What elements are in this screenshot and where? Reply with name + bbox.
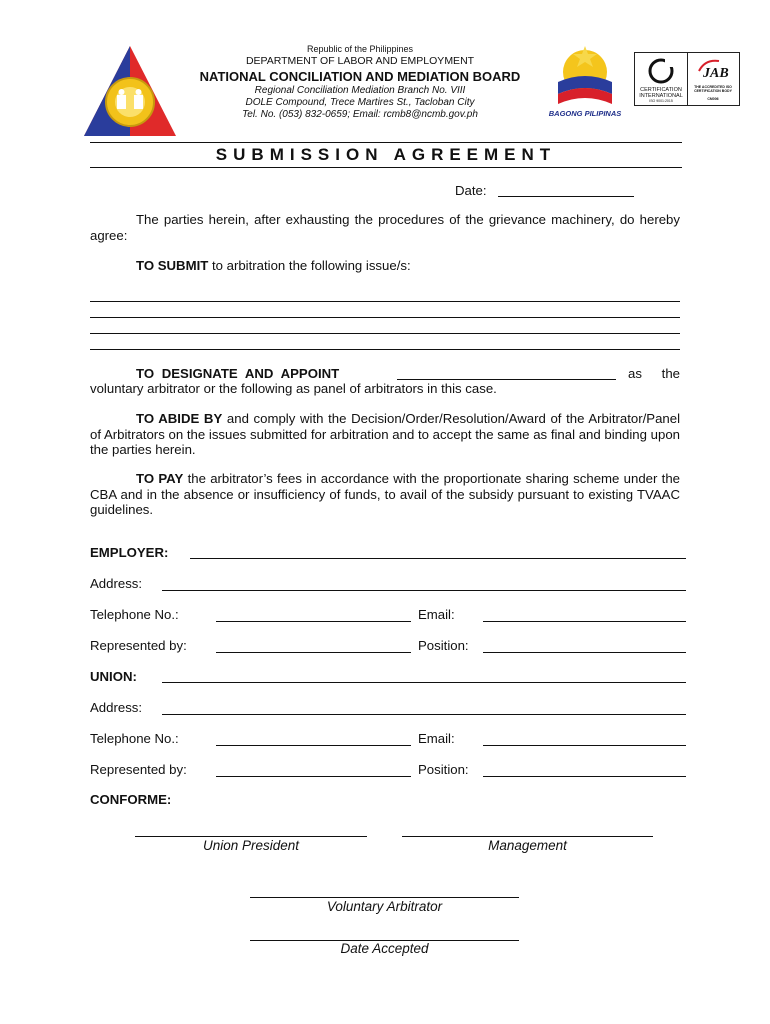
letterhead	[160, 44, 560, 121]
designate-as-the: as the	[628, 366, 680, 381]
union-position-label: Position:	[418, 762, 469, 777]
title-rule-top	[90, 142, 682, 143]
abide-paragraph	[90, 411, 680, 458]
union-name-field[interactable]	[162, 682, 686, 683]
date-accepted-caption: Date Accepted	[340, 941, 429, 956]
union-president-caption: Union President	[202, 838, 300, 853]
issue-line-4[interactable]	[90, 349, 680, 350]
jab-badge	[687, 53, 739, 105]
employer-position-label: Position:	[418, 638, 469, 653]
department-line: DEPARTMENT OF LABOR AND EMPLOYMENT	[245, 55, 475, 67]
union-label: UNION:	[90, 669, 137, 684]
union-position-field[interactable]	[483, 776, 686, 777]
cert-intl-text: CERTIFICATION INTERNATIONAL	[639, 87, 683, 99]
address-line: DOLE Compound, Trece Martires St., Tacloban City	[245, 97, 475, 108]
issue-line-1[interactable]	[90, 301, 680, 302]
pay-text: the arbitrator’s fees in accordance with the proportionate sharing scheme under the CBA and in the absence or insufficiency of funds, to avail of the subsidy pursuant to existing TVAAC guidelines.	[90, 471, 680, 517]
voluntary-arbitrator-caption: Voluntary Arbitrator	[326, 899, 443, 914]
designate-text: voluntary arbitrator or the following as panel of arbitrators in this case.	[90, 381, 497, 396]
intro-paragraph: The parties herein, after exhausting the procedures of the grievance machinery, do hereby agree:	[90, 212, 680, 243]
cert-intl-code: ISO 9001:2015	[649, 99, 673, 103]
union-represented-label: Represented by:	[90, 762, 187, 777]
pay-paragraph	[90, 471, 680, 518]
employer-email-label: Email:	[418, 607, 455, 622]
employer-label: EMPLOYER:	[90, 545, 169, 560]
certification-ring-icon	[647, 57, 675, 85]
contact-line: Tel. No. (053) 832-0659; Email: rcmb8@ncmb.gov.ph	[242, 109, 478, 120]
employer-telephone-label: Telephone No.:	[90, 607, 179, 622]
bagong-pilipinas-logo	[540, 42, 630, 120]
designate-bold: TO DESIGNATE AND APPOINT	[136, 366, 340, 381]
union-email-field[interactable]	[483, 745, 686, 746]
employer-telephone-field[interactable]	[216, 621, 411, 622]
branch-line: Regional Conciliation Mediation Branch No. VIII	[254, 85, 466, 96]
issue-line-2[interactable]	[90, 317, 680, 318]
date-field[interactable]	[498, 196, 634, 197]
management-caption: Management	[488, 838, 567, 853]
employer-email-field[interactable]	[483, 621, 686, 622]
date-label: Date:	[455, 183, 487, 198]
title-rule-bottom	[90, 167, 682, 168]
jab-text: JAB	[703, 66, 729, 81]
voluntary-arbitrator-signature-line[interactable]	[250, 897, 519, 898]
bagong-pilipinas-text: BAGONG PILIPINAS	[548, 109, 622, 118]
jab-mark-icon	[695, 57, 731, 81]
employer-name-field[interactable]	[190, 558, 686, 559]
jab-description: THE ACCREDITED ISO CERTIFICATION BODY	[694, 85, 732, 93]
conforme-label: CONFORME:	[90, 792, 172, 807]
union-telephone-field[interactable]	[216, 745, 411, 746]
arbitrator-name-field[interactable]	[397, 379, 616, 380]
republic-line: Republic of the Philippines	[306, 44, 414, 54]
employer-address-label: Address:	[90, 576, 143, 591]
submit-bold: TO SUBMIT	[136, 258, 209, 273]
submit-paragraph	[136, 258, 411, 274]
issue-line-3[interactable]	[90, 333, 680, 334]
employer-position-field[interactable]	[483, 652, 686, 653]
management-signature-line[interactable]	[402, 836, 653, 837]
union-email-label: Email:	[418, 731, 455, 746]
abide-text: and comply with the Decision/Order/Resolution/Award of the Arbitrator/Panel of Arbitrators on the issues submitted for arbitration and to accept the same as final and binding upon the parties herein.	[90, 411, 680, 457]
union-telephone-label: Telephone No.:	[90, 731, 179, 746]
union-president-signature-line[interactable]	[135, 836, 367, 837]
document-title: SUBMISSION AGREEMENT	[215, 145, 557, 164]
employer-address-field[interactable]	[162, 590, 686, 591]
pay-bold: TO PAY	[136, 471, 184, 486]
employer-represented-field[interactable]	[216, 652, 411, 653]
employer-represented-label: Represented by:	[90, 638, 187, 653]
certification-international-badge	[635, 53, 688, 105]
jab-code: CM006	[707, 97, 719, 101]
union-represented-field[interactable]	[216, 776, 411, 777]
agency-name: NATIONAL CONCILIATION AND MEDIATION BOARD	[199, 69, 521, 84]
union-address-field[interactable]	[162, 714, 686, 715]
abide-bold: TO ABIDE BY	[136, 411, 223, 426]
certification-badges	[634, 52, 740, 106]
submit-text: to arbitration the following issue/s:	[208, 258, 411, 273]
union-address-label: Address:	[90, 700, 143, 715]
